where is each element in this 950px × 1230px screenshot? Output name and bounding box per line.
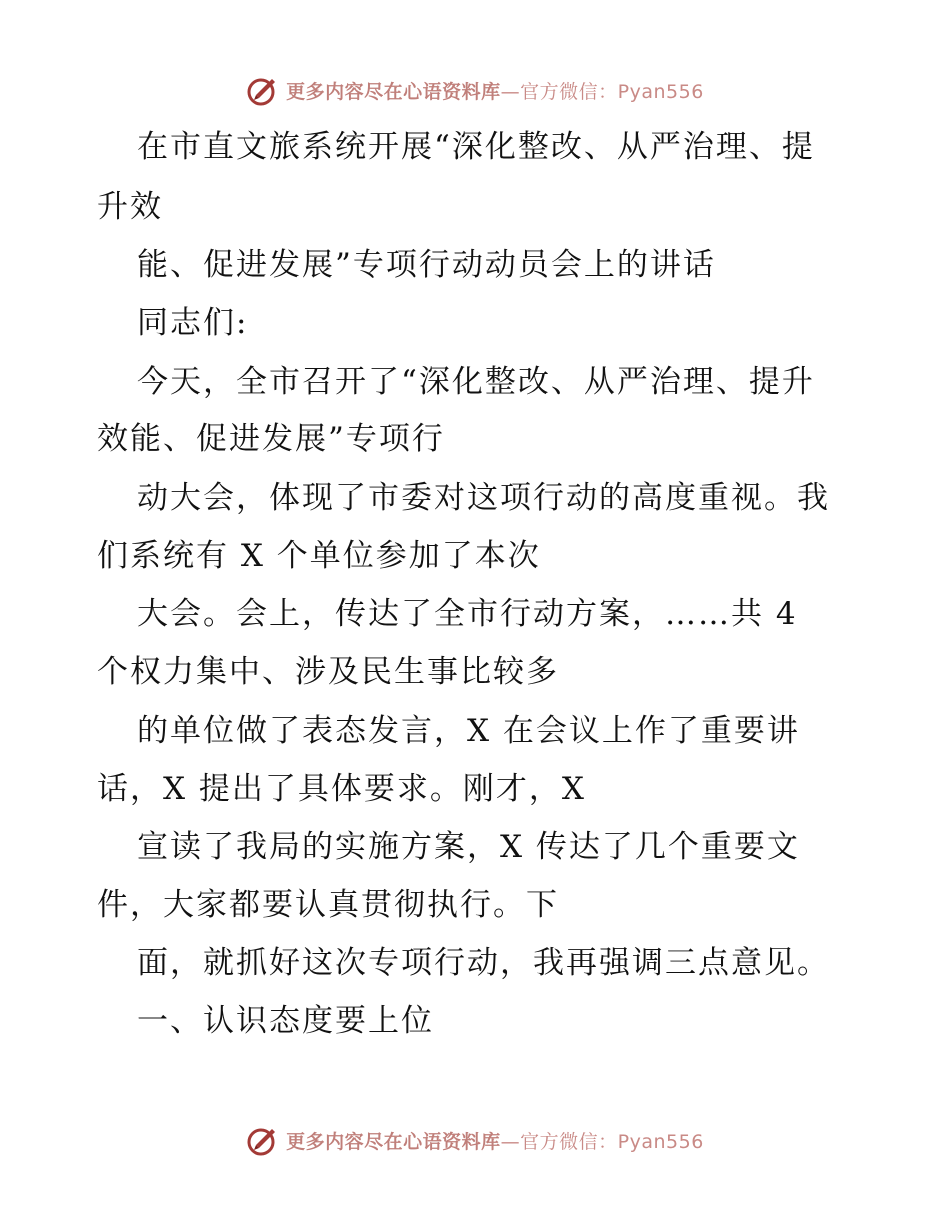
text-line: 话，X 提出了具体要求。刚才，X	[97, 771, 586, 807]
header-watermark	[0, 70, 950, 110]
text-line: 动大会，体现了市委对这项行动的高度重视。我	[137, 480, 830, 516]
text-line: 升效	[97, 189, 163, 225]
text-line: 今天，全市召开了“深化整改、从严治理、提升	[137, 364, 815, 400]
text-line: 同志们:	[137, 305, 249, 341]
pen-circle-logo-icon	[246, 73, 280, 107]
text-line: 能、促进发展”专项行动动员会上的讲话	[137, 247, 716, 283]
text-line: 宣读了我局的实施方案，X 传达了几个重要文	[137, 829, 800, 865]
text-line: 件，大家都要认真贯彻执行。下	[97, 887, 559, 923]
watermark-text: 更多内容尽在心语资料库—官方微信：Pyan556	[286, 80, 704, 103]
text-line: 们系统有 X 个单位参加了本次	[97, 538, 541, 574]
text-line: 的单位做了表态发言，X 在会议上作了重要讲	[137, 713, 800, 749]
footer-watermark	[0, 1120, 950, 1160]
text-line: 一、认识态度要上位	[137, 1003, 434, 1039]
text-line: 效能、促进发展”专项行	[97, 421, 445, 457]
text-line: 个权力集中、涉及民生事比较多	[97, 654, 559, 690]
pen-circle-logo-icon	[246, 1123, 280, 1157]
watermark-text: 更多内容尽在心语资料库—官方微信：Pyan556	[286, 1130, 704, 1153]
text-line: 在市直文旅系统开展“深化整改、从严治理、提	[137, 129, 815, 165]
text-line: 大会。会上，传达了全市行动方案，……共 4	[137, 596, 798, 632]
text-line: 面，就抓好这次专项行动，我再强调三点意见。	[137, 945, 830, 981]
